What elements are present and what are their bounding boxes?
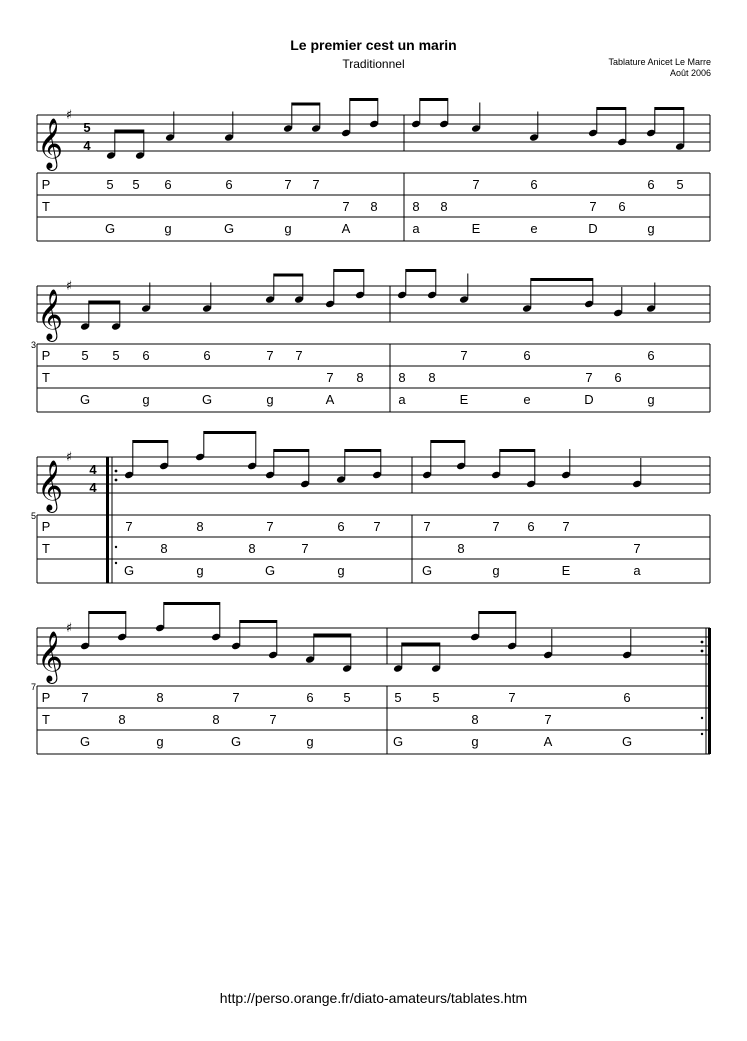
time-signature-top: 4 xyxy=(89,462,97,477)
tab-push-value: 6 xyxy=(225,177,233,192)
tab-push-value: 6 xyxy=(623,690,631,705)
tab-push-value: 6 xyxy=(530,177,538,192)
tab-push-value: 7 xyxy=(295,348,303,363)
tab-chord-value: G xyxy=(264,563,276,578)
tab-chord-value: g xyxy=(471,734,479,749)
key-signature-sharp-icon: ♯ xyxy=(65,108,73,123)
row-label-pull: T xyxy=(42,370,50,385)
tab-push-value: 7 xyxy=(284,177,292,192)
tab-push-value: 5 xyxy=(432,690,440,705)
tab-push-value: 7 xyxy=(232,690,240,705)
tab-chord-value: e xyxy=(530,221,538,236)
tab-chord-value: A xyxy=(543,734,553,749)
tab-chord-value: g xyxy=(164,221,172,236)
footer-url[interactable]: http://perso.orange.fr/diato-amateurs/tablates.htm xyxy=(219,990,528,1006)
note-beam xyxy=(314,634,351,637)
tab-chord-value: A xyxy=(325,392,335,407)
tab-chord-value: e xyxy=(523,392,531,407)
tab-chord-value: g xyxy=(266,392,274,407)
repeat-dot-icon xyxy=(115,562,117,564)
time-signature-top: 5 xyxy=(83,120,91,135)
tab-chord-value: G xyxy=(223,221,235,236)
tab-pull-value: 8 xyxy=(356,370,364,385)
repeat-dot-icon xyxy=(701,717,703,719)
tab-pull-value: 8 xyxy=(248,541,256,556)
tab-push-value: 5 xyxy=(394,690,402,705)
tab-grid xyxy=(31,682,710,754)
tab-pull-value: 8 xyxy=(428,370,436,385)
tab-pull-value: 7 xyxy=(589,199,597,214)
composer-label: Traditionnel xyxy=(342,57,405,71)
row-label-pull: T xyxy=(42,199,50,214)
tab-push-value: 7 xyxy=(125,519,133,534)
treble-clef-icon: 𝄞 xyxy=(36,289,64,340)
time-signature xyxy=(83,120,91,153)
repeat-dot-icon xyxy=(115,546,117,548)
note-beam xyxy=(240,620,277,623)
note-beam xyxy=(115,130,144,133)
tab-pull-value: 8 xyxy=(457,541,465,556)
tab-system-1 xyxy=(37,98,710,241)
repeat-dot-icon xyxy=(701,733,703,735)
tab-chord-value: G xyxy=(621,734,633,749)
row-label-push: P xyxy=(41,348,51,363)
tab-pull-value: 6 xyxy=(618,199,626,214)
note-beam xyxy=(402,643,440,646)
tab-chord-value: g xyxy=(647,221,655,236)
tab-chord-value: G xyxy=(201,392,213,407)
tab-pull-value: 7 xyxy=(342,199,350,214)
note-beam xyxy=(164,602,220,605)
treble-clef-icon: 𝄞 xyxy=(36,460,64,511)
tab-pull-value: 8 xyxy=(160,541,168,556)
note-beam xyxy=(420,98,448,101)
tab-chord-value: G xyxy=(123,563,135,578)
tab-push-value: 7 xyxy=(460,348,468,363)
tab-push-value: 7 xyxy=(492,519,500,534)
tab-push-value: 5 xyxy=(132,177,140,192)
row-label-pull: T xyxy=(42,541,50,556)
tab-chord-value: g xyxy=(284,221,292,236)
tab-grid xyxy=(31,511,710,583)
tab-pull-value: 8 xyxy=(440,199,448,214)
tab-chord-value: g xyxy=(196,563,204,578)
note-beam xyxy=(345,449,381,452)
tab-pull-value: 7 xyxy=(301,541,309,556)
note-beam xyxy=(531,278,593,281)
repeat-dot-icon xyxy=(115,470,118,473)
tab-chord-value: E xyxy=(471,221,481,236)
note-beam xyxy=(274,274,303,277)
row-label-push: P xyxy=(41,177,51,192)
tab-push-value: 6 xyxy=(527,519,535,534)
tab-system-3 xyxy=(31,431,710,583)
tab-pull-value: 7 xyxy=(585,370,593,385)
tab-chord-value: g xyxy=(337,563,345,578)
tab-push-value: 6 xyxy=(164,177,172,192)
system-number: 3 xyxy=(31,340,37,350)
tab-grid xyxy=(31,340,710,412)
tab-chord-value: G xyxy=(392,734,404,749)
tab-pull-value: 7 xyxy=(633,541,641,556)
note-beam xyxy=(133,440,168,443)
tab-push-value: 6 xyxy=(142,348,150,363)
tab-chord-value: g xyxy=(142,392,150,407)
tab-system-2 xyxy=(31,269,710,412)
note-beam xyxy=(406,269,436,272)
tab-pull-value: 8 xyxy=(118,712,126,727)
tab-push-value: 8 xyxy=(156,690,164,705)
note-beam xyxy=(500,449,535,452)
tab-push-value: 7 xyxy=(373,519,381,534)
tab-push-value: 7 xyxy=(472,177,480,192)
tab-push-value: 7 xyxy=(266,519,274,534)
tab-pull-value: 8 xyxy=(370,199,378,214)
repeat-dot-icon xyxy=(115,479,118,482)
tab-push-value: 5 xyxy=(676,177,684,192)
tab-chord-value: G xyxy=(79,734,91,749)
tab-chord-value: G xyxy=(79,392,91,407)
tab-chord-value: G xyxy=(230,734,242,749)
tab-push-value: 5 xyxy=(81,348,89,363)
note-beam xyxy=(292,103,320,106)
tab-chord-value: G xyxy=(421,563,433,578)
tab-chord-value: g xyxy=(492,563,500,578)
system-number: 5 xyxy=(31,511,37,521)
key-signature-sharp-icon: ♯ xyxy=(65,279,73,294)
tab-chord-value: g xyxy=(156,734,164,749)
tab-chord-value: D xyxy=(588,221,598,236)
tab-push-value: 6 xyxy=(337,519,345,534)
row-label-pull: T xyxy=(42,712,50,727)
score-title: Le premier cest un marin xyxy=(290,37,457,53)
tab-chord-value: A xyxy=(341,221,351,236)
repeat-dot-icon xyxy=(701,650,704,653)
repeat-dot-icon xyxy=(701,641,704,644)
tab-pull-value: 8 xyxy=(212,712,220,727)
tab-push-value: 6 xyxy=(647,177,655,192)
tab-push-value: 7 xyxy=(266,348,274,363)
tab-push-value: 6 xyxy=(647,348,655,363)
system-number: 7 xyxy=(31,682,37,692)
note-beam xyxy=(479,611,516,614)
tab-push-value: 5 xyxy=(106,177,114,192)
note-beam xyxy=(597,107,626,110)
treble-clef-icon: 𝄞 xyxy=(36,631,64,682)
time-signature xyxy=(89,462,97,495)
note-beam xyxy=(334,269,364,272)
tab-push-value: 7 xyxy=(508,690,516,705)
tab-system-4 xyxy=(31,602,711,754)
credit-date: Août 2006 xyxy=(669,68,711,78)
tab-push-value: 7 xyxy=(312,177,320,192)
tab-push-value: 7 xyxy=(81,690,89,705)
tab-push-value: 5 xyxy=(343,690,351,705)
note-beam xyxy=(89,611,126,614)
credit-author: Tablature Anicet Le Marre xyxy=(608,57,711,67)
tab-chord-value: G xyxy=(104,221,116,236)
time-signature-bottom: 4 xyxy=(83,138,91,153)
tab-chord-value: a xyxy=(412,221,420,236)
note-beam xyxy=(655,107,684,110)
row-label-push: P xyxy=(41,519,51,534)
tab-chord-value: D xyxy=(584,392,594,407)
tab-push-value: 6 xyxy=(203,348,211,363)
repeat-end-thick-bar xyxy=(708,628,711,754)
tab-pull-value: 7 xyxy=(269,712,277,727)
tab-chord-value: E xyxy=(459,392,469,407)
tab-push-value: 6 xyxy=(306,690,314,705)
note-beam xyxy=(89,301,120,304)
tab-pull-value: 8 xyxy=(412,199,420,214)
tab-push-value: 8 xyxy=(196,519,204,534)
note-beam xyxy=(274,449,309,452)
tab-chord-value: g xyxy=(306,734,314,749)
tab-pull-value: 6 xyxy=(614,370,622,385)
tab-pull-value: 8 xyxy=(471,712,479,727)
key-signature-sharp-icon: ♯ xyxy=(65,450,73,465)
tab-pull-value: 7 xyxy=(326,370,334,385)
time-signature-bottom: 4 xyxy=(89,480,97,495)
key-signature-sharp-icon: ♯ xyxy=(65,621,73,636)
tab-grid xyxy=(37,173,710,241)
row-label-push: P xyxy=(41,690,51,705)
note-beam xyxy=(204,431,256,434)
repeat-start-thick-bar xyxy=(106,457,109,583)
treble-clef-icon: 𝄞 xyxy=(36,118,64,169)
tab-push-value: 7 xyxy=(562,519,570,534)
tab-push-value: 7 xyxy=(423,519,431,534)
tab-chord-value: E xyxy=(561,563,571,578)
tab-push-value: 5 xyxy=(112,348,120,363)
tab-pull-value: 8 xyxy=(398,370,406,385)
note-beam xyxy=(350,98,378,101)
tab-push-value: 6 xyxy=(523,348,531,363)
tab-chord-value: g xyxy=(647,392,655,407)
note-beam xyxy=(431,440,465,443)
tab-chord-value: a xyxy=(633,563,641,578)
tab-chord-value: a xyxy=(398,392,406,407)
tab-pull-value: 7 xyxy=(544,712,552,727)
